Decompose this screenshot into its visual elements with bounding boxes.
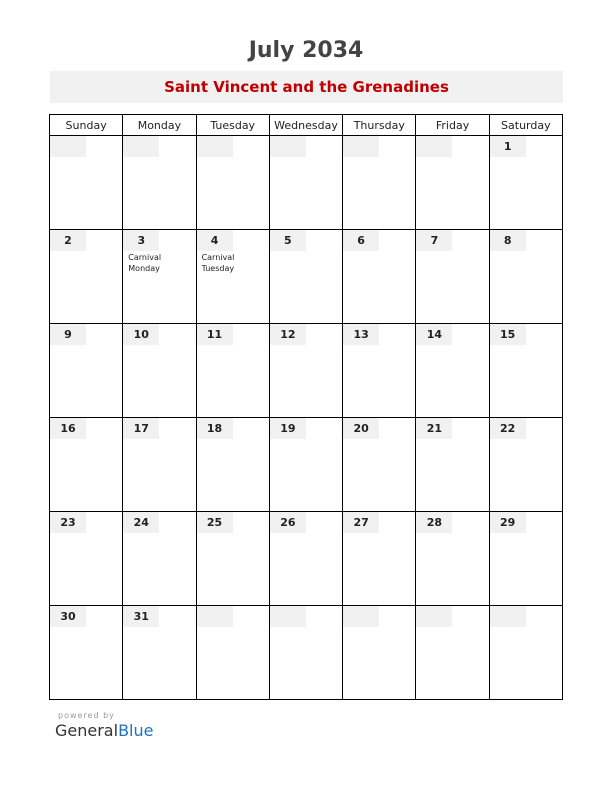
day-number: 11 (206, 328, 223, 341)
day-number-box (490, 606, 526, 627)
day-cell (489, 512, 562, 606)
day-number-box (416, 230, 452, 251)
day-cell (50, 418, 123, 512)
holiday-line: Monday (128, 264, 160, 273)
day-cell (50, 606, 123, 700)
day-cell-empty (343, 136, 416, 230)
day-number-box (270, 136, 306, 157)
day-cell (269, 418, 342, 512)
day-number-box (197, 136, 233, 157)
day-number-box (197, 324, 233, 345)
day-number: 21 (426, 422, 443, 435)
day-cell (343, 418, 416, 512)
day-number-box (490, 230, 526, 251)
week-row (50, 230, 563, 324)
day-cell (50, 512, 123, 606)
day-number-box (197, 418, 233, 439)
day-cell-empty (269, 606, 342, 700)
day-cell-empty (196, 136, 269, 230)
day-cell (416, 418, 489, 512)
day-number: 10 (133, 328, 149, 341)
day-cell (196, 230, 269, 324)
day-number-box (197, 606, 233, 627)
day-number-box (123, 418, 159, 439)
day-number: 29 (500, 516, 516, 529)
day-number-box (50, 230, 86, 251)
day-number-box (416, 606, 452, 627)
weekday-header: Thursday (343, 115, 416, 136)
holiday-label (202, 252, 268, 274)
country-banner (50, 71, 563, 103)
day-cell-empty (343, 606, 416, 700)
day-number: 19 (280, 422, 296, 435)
day-number-box (416, 512, 452, 533)
day-number-box (270, 418, 306, 439)
day-number: 27 (353, 516, 369, 529)
holiday-line: Tuesday (201, 264, 235, 273)
day-cell (123, 606, 196, 700)
day-number-box (270, 230, 306, 251)
week-row (50, 324, 563, 418)
weekday-header-row (50, 115, 563, 136)
day-number-box (416, 418, 452, 439)
day-number: 2 (64, 234, 72, 247)
weekday-header: Tuesday (196, 115, 269, 136)
day-cell (123, 324, 196, 418)
day-number-box (270, 512, 306, 533)
day-cell-empty (489, 606, 562, 700)
week-row (50, 606, 563, 700)
week-row (50, 512, 563, 606)
weekday-header: Monday (123, 115, 196, 136)
week-row (50, 418, 563, 512)
day-cell-empty (269, 136, 342, 230)
generalblue-logo[interactable] (55, 721, 153, 740)
day-number: 16 (60, 422, 76, 435)
day-number: 8 (503, 234, 512, 247)
day-number-box (490, 418, 526, 439)
day-number: 6 (357, 234, 365, 247)
weekday-header: Sunday (50, 115, 123, 136)
day-number-box (270, 324, 306, 345)
day-number-box (343, 418, 379, 439)
weekday-header: Friday (416, 115, 489, 136)
day-number-box (197, 230, 233, 251)
powered-by-text: powered by (58, 711, 115, 720)
day-cell-empty (416, 606, 489, 700)
day-number: 15 (500, 328, 516, 341)
day-number: 23 (60, 516, 76, 529)
day-number-box (343, 606, 379, 627)
day-number-box (50, 606, 86, 627)
day-cell (196, 512, 269, 606)
weekday-header: Saturday (489, 115, 562, 136)
day-number-box (416, 136, 452, 157)
day-number: 13 (353, 328, 369, 341)
day-number-box (490, 324, 526, 345)
day-number-box (270, 606, 306, 627)
day-cell (489, 324, 562, 418)
day-cell (196, 324, 269, 418)
day-cell (416, 230, 489, 324)
day-number-box (123, 324, 159, 345)
day-cell (123, 230, 196, 324)
day-number-box (50, 136, 86, 157)
day-cell (489, 230, 562, 324)
day-number: 28 (426, 516, 443, 529)
day-cell (269, 230, 342, 324)
day-number: 5 (284, 234, 292, 247)
day-number-box (197, 512, 233, 533)
day-number-box (343, 512, 379, 533)
day-cell (196, 418, 269, 512)
day-cell (489, 418, 562, 512)
day-number: 14 (426, 328, 443, 341)
day-number-box (490, 136, 526, 157)
day-cell (123, 512, 196, 606)
day-cell (50, 324, 123, 418)
country-name: Saint Vincent and the Grenadines (164, 78, 449, 96)
day-number-box (343, 324, 379, 345)
brand-blue: Blue (118, 721, 154, 740)
day-number-box (50, 418, 86, 439)
day-cell (269, 512, 342, 606)
day-cell (50, 230, 123, 324)
day-cell (489, 136, 562, 230)
day-cell (416, 324, 489, 418)
day-number-box (123, 136, 159, 157)
week-row (50, 136, 563, 230)
day-number: 20 (353, 422, 369, 435)
day-number: 22 (500, 422, 516, 435)
day-number-box (123, 230, 159, 251)
day-cell (343, 512, 416, 606)
holiday-line: Carnival (128, 253, 162, 262)
day-number: 1 (503, 140, 512, 153)
day-number: 4 (210, 234, 219, 247)
day-number-box (343, 230, 379, 251)
day-cell-empty (50, 136, 123, 230)
brand-general: General (55, 721, 119, 740)
day-cell-empty (123, 136, 196, 230)
day-number: 7 (430, 234, 439, 247)
day-cell (343, 230, 416, 324)
day-cell-empty (196, 606, 269, 700)
day-number-box (490, 512, 526, 533)
holiday-label (128, 252, 194, 274)
day-cell (343, 324, 416, 418)
day-number: 17 (133, 422, 149, 435)
holiday-line: Carnival (201, 253, 235, 262)
day-number: 3 (137, 234, 146, 247)
day-number: 31 (133, 610, 149, 623)
day-cell-empty (416, 136, 489, 230)
day-cell (416, 512, 489, 606)
day-number: 18 (206, 422, 223, 435)
day-cell (269, 324, 342, 418)
calendar-grid (49, 114, 563, 700)
day-number-box (50, 324, 86, 345)
day-number-box (123, 606, 159, 627)
page-title: July 2034 (248, 38, 364, 63)
day-number: 12 (280, 328, 296, 341)
weekday-header: Wednesday (269, 115, 342, 136)
day-number-box (416, 324, 452, 345)
day-number: 25 (206, 516, 223, 529)
day-number: 9 (64, 328, 72, 341)
day-number-box (343, 136, 379, 157)
day-number-box (50, 512, 86, 533)
day-cell (123, 418, 196, 512)
day-number: 30 (60, 610, 76, 623)
day-number-box (123, 512, 159, 533)
day-number: 26 (280, 516, 296, 529)
day-number: 24 (133, 516, 149, 529)
